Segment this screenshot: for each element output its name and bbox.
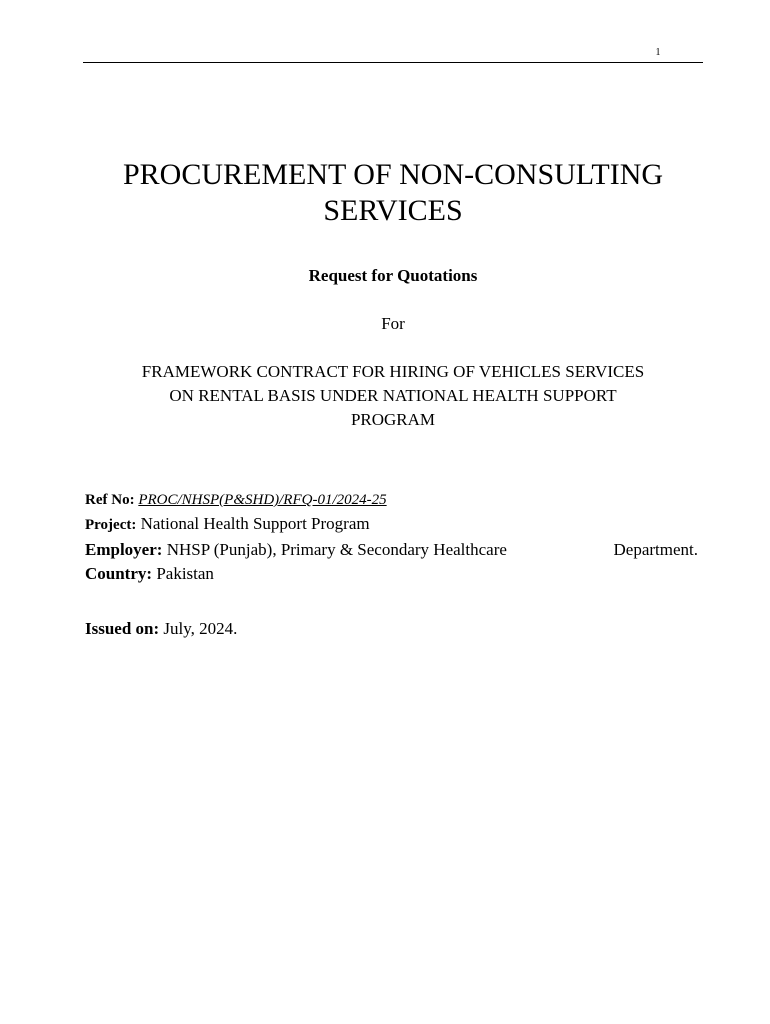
- country-line: [85, 564, 703, 584]
- document-subtitle: Request for Quotations: [308, 266, 478, 285]
- for-text: For: [381, 314, 405, 333]
- issued-on-value: July, 2024.: [163, 619, 238, 638]
- ref-no-value: PROC/NHSP(P&SHD)/RFQ-01/2024-25: [138, 492, 387, 508]
- project-label: Project:: [85, 517, 137, 533]
- document-title: [83, 157, 703, 229]
- ref-no-line: [85, 490, 703, 510]
- employer-value: NHSP (Punjab), Primary & Secondary Healthcare: [166, 540, 507, 559]
- ref-no-label: Ref No:: [85, 492, 135, 508]
- page-number: 1: [655, 47, 661, 58]
- contract-title: [83, 360, 703, 432]
- document-title-line-1: PROCUREMENT OF NON-CONSULTING: [122, 158, 664, 191]
- contract-title-line-1: FRAMEWORK CONTRACT FOR HIRING OF VEHICLES SERVICES: [141, 362, 645, 381]
- issued-on-label: Issued on:: [85, 619, 160, 638]
- employer-line: [85, 540, 703, 560]
- contract-title-line-2: ON RENTAL BASIS UNDER NATIONAL HEALTH SUPPORT: [169, 386, 617, 405]
- employer-label: Employer:: [85, 540, 163, 559]
- document-title-line-2: SERVICES: [323, 194, 463, 227]
- country-label: Country:: [85, 564, 153, 583]
- project-line: [85, 514, 703, 535]
- employer-department: Department.: [613, 540, 698, 559]
- contract-title-line-3: PROGRAM: [350, 410, 436, 429]
- issued-on-line: [85, 619, 703, 639]
- project-value: National Health Support Program: [140, 514, 370, 533]
- header-rule: [83, 62, 703, 63]
- country-value: Pakistan: [156, 564, 214, 583]
